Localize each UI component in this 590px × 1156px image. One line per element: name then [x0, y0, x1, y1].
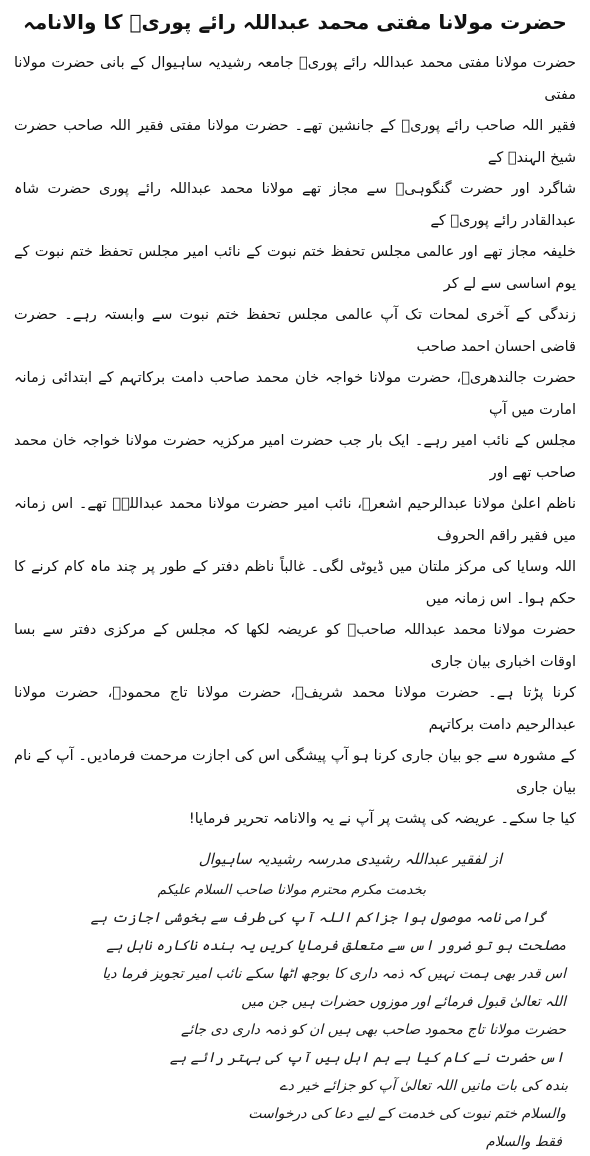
body-line: ناظم اعلیٰ مولانا عبدالرحیم اشعرؒ، نائب امیر حضرت مولانا محمد عبداللہؒ تھے۔ اس زمانہ میں فقیر راقم الحروف: [14, 496, 576, 544]
letter-line: والسلام ختم نبوت کی خدمت کے لیے دعا کی درخواست: [248, 1105, 566, 1122]
letter-line: گرامی نامہ موصول ہوا جزاکم اللہ آپ کی طرف سے بخوشی اجازت ہے: [90, 909, 546, 926]
body-line: کیا جا سکے۔ عریضہ کی پشت پر آپ نے یہ والانامہ تحریر فرمایا!: [188, 811, 576, 827]
body-line: کے مشورہ سے جو بیان جاری کرنا ہو آپ پیشگی اس کی اجازت مرحمت فرمادیں۔ آپ کے نام بیان جاری: [13, 748, 576, 796]
body-line: اللہ وسایا کی مرکز ملتان میں ڈیوٹی لگی۔ غالباً ناظم دفتر کے طور پر چند ماہ کام کرنے کا حکم ہوا۔ اس زمانہ میں: [14, 559, 576, 607]
body-line: زندگی کے آخری لمحات تک آپ عالمی مجلس تحفظ ختم نبوت سے وابستہ رہے۔ حضرت قاضی احسان احمد صاحب: [14, 307, 576, 355]
body-line: خلیفہ مجاز تھے اور عالمی مجلس تحفظ ختم نبوت کے نائب امیر مجلس تحفظ ختم نبوت کے یوم اساسی سے لے کر: [14, 244, 576, 292]
body-line: شاگرد اور حضرت گنگوہیؒ سے مجاز تھے مولانا محمد عبداللہ رائے پوری حضرت شاہ عبدالقادر رائے پوریؒ کے: [14, 181, 576, 229]
letter-closing: فقط والسلام: [486, 1133, 562, 1150]
letter-line: حضرت مولانا تاج محمود صاحب بھی ہیں ان کو ذمہ داری دی جائے: [181, 1021, 566, 1038]
body-line: فقیر اللہ صاحب رائے پوریؒ کے جانشین تھے۔ حضرت مولانا مفتی فقیر اللہ صاحب حضرت شیخ الہندؒ کے: [14, 118, 576, 166]
letter-line: اس حضرت نے کام کیا ہے ہم اہل ہیں آپ کی بہتر رائے ہے: [169, 1049, 564, 1066]
printed-body: [14, 48, 576, 836]
letter-letterhead: از لفقیر عبداللہ رشیدی مدرسہ رشیدیہ ساہیوال: [198, 849, 502, 868]
letter-line: اللہ تعالیٰ قبول فرمائے اور موزوں حضرات ہیں جن میں: [241, 993, 566, 1010]
body-line: کرنا پڑتا ہے۔ حضرت مولانا محمد شریفؒ، حضرت مولانا تاج محمودؒ، حضرت مولانا عبدالرحیم دامت برکاتہم: [14, 685, 576, 733]
letter-line: بندہ کی بات مانیں اللہ تعالیٰ آپ کو جزائے خیر دے: [279, 1077, 568, 1094]
page-title: حضرت مولانا مفتی محمد عبداللہ رائے پوریؒ کا والانامہ: [23, 10, 567, 34]
letter-salutation: بخدمت مکرم محترم مولانا صاحب السلام علیکم: [157, 881, 426, 898]
body-line: مجلس کے نائب امیر رہے۔ ایک بار جب حضرت امیر مرکزیہ حضرت مولانا خواجہ خان محمد صاحب تھے اور: [14, 433, 576, 481]
body-line: حضرت مولانا محمد عبداللہ صاحبؒ کو عریضہ لکھا کہ مجلس کے مرکزی دفتر سے بسا اوقات اخباری بیان جاری: [14, 622, 576, 670]
body-line: حضرت جالندھریؒ، حضرت مولانا خواجہ خان محمد صاحب دامت برکاتہم کے ابتدائی زمانہ امارت میں آپ: [14, 370, 576, 418]
letter-line: مصلحت ہو تو ضرور اس سے متعلق فرمایا کریں یہ بندہ ناکارہ ناہل ہے: [106, 937, 566, 954]
body-line: حضرت مولانا مفتی محمد عبداللہ رائے پوریؒ جامعہ رشیدیہ ساہیوال کے بانی حضرت مولانا مفتی: [14, 55, 576, 103]
handwritten-letter: [14, 842, 576, 1156]
letter-line: اس قدر بھی ہمت نہیں کہ ذمہ داری کا بوجھ اٹھا سکے نائب امیر تجویز فرما دیا: [102, 965, 566, 982]
